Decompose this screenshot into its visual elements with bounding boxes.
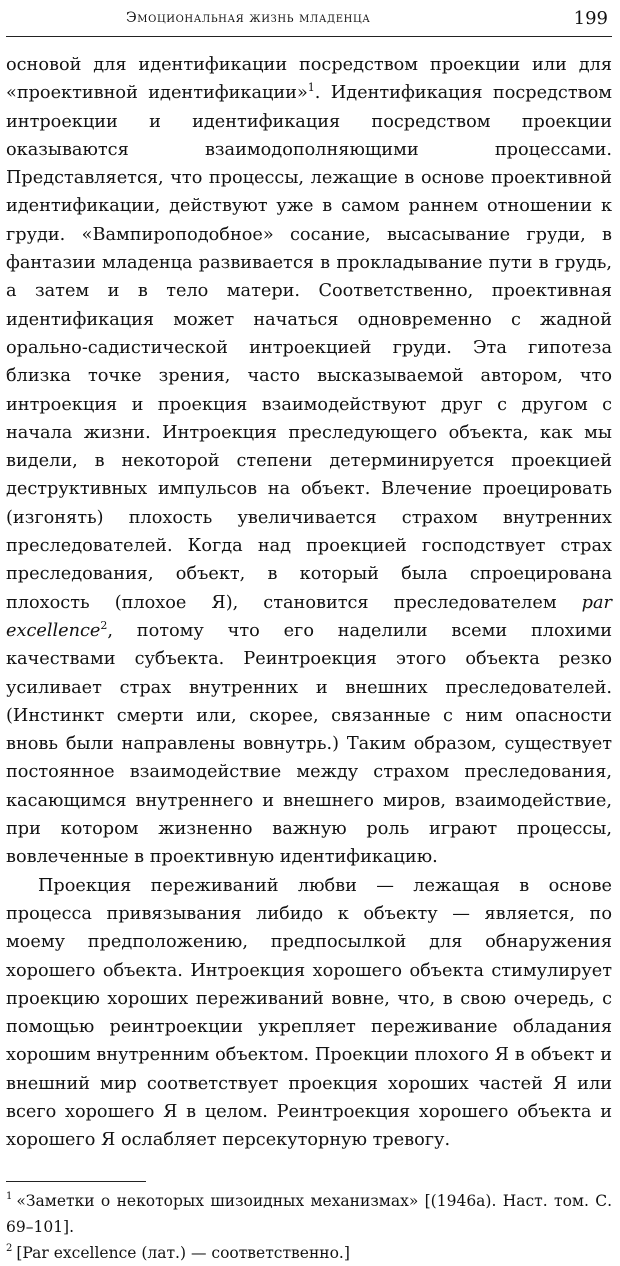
footnote-ref-2: 2 — [100, 619, 108, 633]
paragraph-1-part-3: , потому что его наделили всеми плохими качествами субъекта. Реинтроекция этого объекта резко усиливает страх внутренних и внешних преследователей. (Инстинкт смерти или, скорее, связанные с ним опасности вновь были направлены вовнутрь.) Таким образом, существует постоянное взаимодействие между страхом преследования, касающимся внутреннего и внешнего миров, взаимодействие, при котором жизненно важную роль играют процессы, вовлеченные в проективную идентификацию. — [6, 620, 612, 868]
footnote-2-mark: 2 — [6, 1243, 13, 1255]
footnote-1-mark: 1 — [6, 1191, 13, 1203]
page-header — [6, 6, 612, 37]
main-text — [6, 51, 612, 1155]
paragraph-2: Проекция переживаний любви — лежащая в основе процесса привязывания либидо к объекту — является, по моему предположению, предпосылкой для обнаружения хорошего объекта. Интроекция хорошего объекта стимулирует проекцию хороших переживаний вовне, что, в свою очередь, с помощью реинтроекции укрепляет переживание обладания хорошим внутренним объектом. Проекции плохого Я в объект и внешний мир соответствует проекция хороших частей Я или всего хорошего Я в целом. Реинтроекция хорошего объекта и хорошего Я ослабляет персекуторную тревогу. — [6, 875, 612, 1151]
footnote-1-text: «Заметки о некоторых шизоидных механизмах» [(1946а). Наст. том. С. 69–101]. — [6, 1191, 612, 1236]
running-title: Эмоциональная жизнь младенца — [126, 10, 371, 26]
footnotes — [6, 1188, 612, 1266]
paragraph-1-part-2: . Идентификация посредством интроекции и идентификация посредством проекции оказываются взаимодополняющими процессами. Представляется, что процессы, лежащие в основе проективной идентификации, действуют уже в самом раннем отношении к груди. «Вампироподобное» сосание, высасывание груди, в фантазии младенца развивается в прокладывание пути в грудь, а затем и в тело матери. Соответственно, проективная идентификация может начаться одновременно с жадной орально-садистической интроекцией груди. Эта гипотеза близка точке зрения, часто высказываемой автором, что интроекция и проекция взаимодействуют друг с другом с начала жизни. Интроекция преследующего объекта, как мы видели, в некоторой степени детерминируется проекцией деструктивных импульсов на объект. Влечение проецировать (изгонять) плохость увеличивается страхом внутренних преследователей. Когда над проекцией господствует страх преследования, объект, в который была спроецирована плохость (плохое Я), становится преследователем — [6, 83, 612, 613]
footnote-2 — [6, 1240, 612, 1266]
footnote-2-text: [Par excellence (лат.) — соответственно.] — [16, 1243, 350, 1262]
paragraph-1 — [6, 51, 612, 872]
page-number: 199 — [573, 8, 608, 29]
paragraph-1-part-1: основой для идентификации посредством проекции или для «проективной идентификации» — [6, 55, 612, 104]
footnote-divider — [6, 1181, 146, 1182]
italic-phrase: par excellence — [6, 592, 612, 641]
footnote-1 — [6, 1188, 612, 1240]
footnote-ref-1: 1 — [307, 81, 315, 95]
